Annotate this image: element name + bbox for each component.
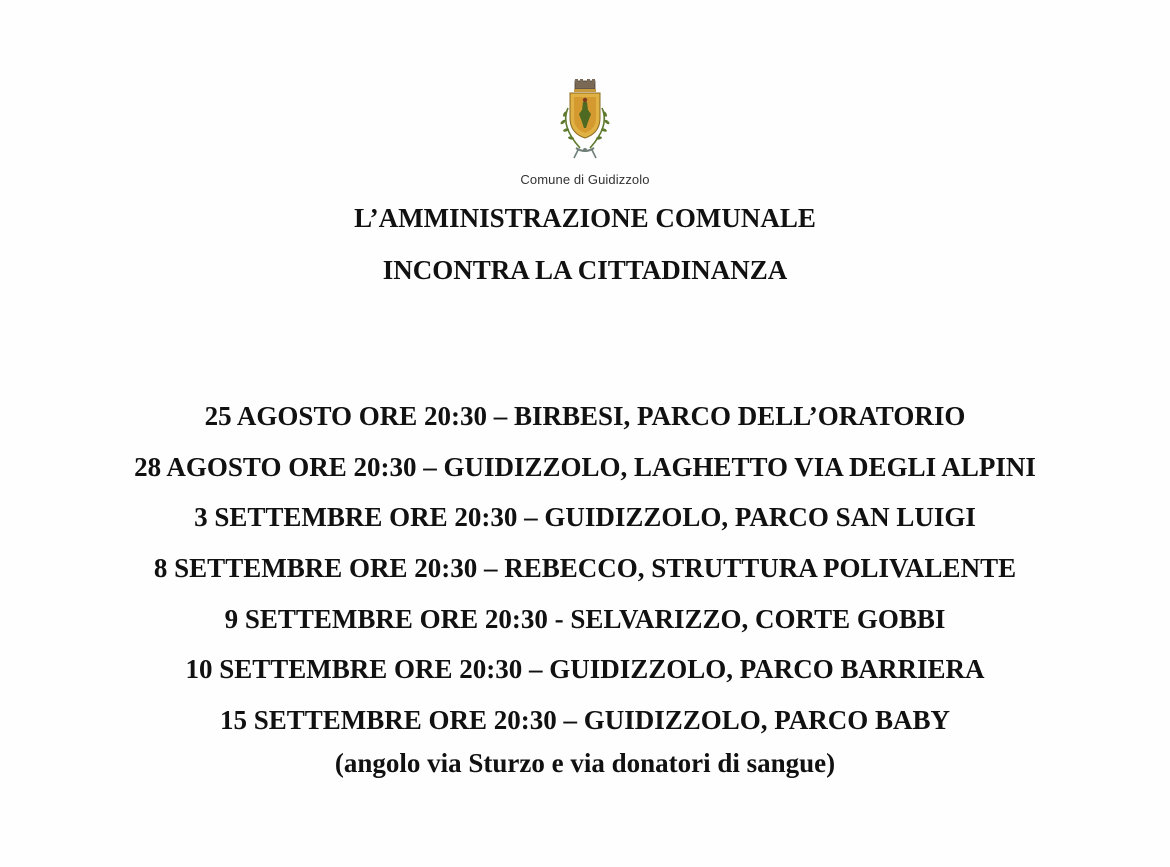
location-note: (angolo via Sturzo e via donatori di sangue): [334, 748, 836, 778]
event-item: 15 SETTEMBRE ORE 20:30 – GUIDIZZOLO, PARCO BABY: [219, 705, 951, 736]
municipality-logo: [0, 78, 1170, 187]
heading-line-1: L’AMMINISTRAZIONE COMUNALE: [354, 203, 816, 233]
event-item: 28 AGOSTO ORE 20:30 – GUIDIZZOLO, LAGHETTO VIA DEGLI ALPINI: [134, 451, 1036, 482]
heading-line-2: INCONTRA LA CITTADINANZA: [382, 255, 788, 285]
event-item: 25 AGOSTO ORE 20:30 – BIRBESI, PARCO DELL’ORATORIO: [204, 401, 966, 431]
events-list: [0, 391, 1170, 746]
event-item: 3 SETTEMBRE ORE 20:30 – GUIDIZZOLO, PARCO SAN LUIGI: [194, 502, 976, 533]
event-item: 9 SETTEMBRE ORE 20:30 - SELVARIZZO, CORTE GOBBI: [224, 603, 946, 634]
logo-caption: Comune di Guidizzolo: [520, 172, 650, 187]
event-item: 8 SETTEMBRE ORE 20:30 – REBECCO, STRUTTURA POLIVALENTE: [153, 553, 1017, 584]
coat-of-arms-icon: [550, 78, 620, 170]
event-item: 10 SETTEMBRE ORE 20:30 – GUIDIZZOLO, PARCO BARRIERA: [185, 654, 985, 685]
